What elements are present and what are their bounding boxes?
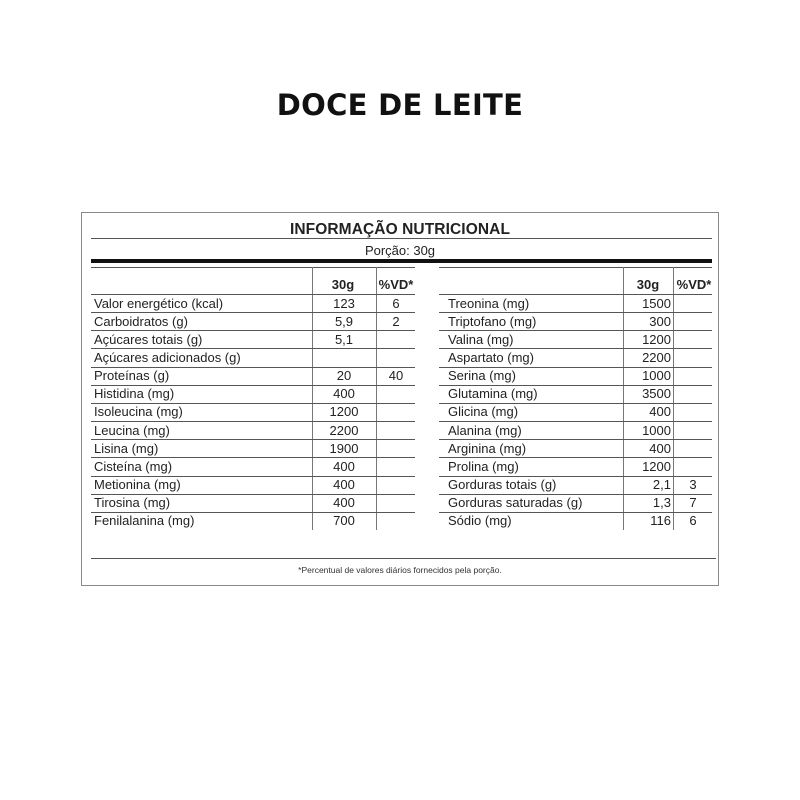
- nutrient-amount: 1000: [642, 368, 671, 384]
- nutrient-amount: 300: [649, 313, 671, 329]
- nutrient-name: Metionina (mg): [94, 477, 181, 492]
- nutrient-name: Gorduras saturadas (g): [448, 495, 583, 511]
- nutrient-name: Proteínas (g): [94, 368, 170, 384]
- nutrient-name: Gorduras totais (g): [448, 477, 557, 492]
- nutrient-vd: 6: [689, 513, 697, 529]
- nutrient-amount: 2,1: [652, 477, 671, 492]
- nutrient-vd: 7: [689, 495, 697, 511]
- nutrient-name: Triptofano (mg): [448, 313, 537, 329]
- right-amount-header: 30g: [636, 277, 660, 292]
- heading-divider: [91, 238, 712, 239]
- left-vd-header: %VD*: [378, 277, 414, 292]
- nutrient-vd: 3: [689, 477, 697, 492]
- nutrient-name: Prolina (mg): [448, 458, 519, 474]
- nutrient-amount: 1200: [642, 331, 671, 347]
- right-vd-header: %VD*: [676, 277, 712, 292]
- nutrient-name: Glicina (mg): [448, 404, 519, 420]
- nutrient-name: Alanina (mg): [448, 422, 522, 438]
- nutrient-amount: 2200: [642, 349, 671, 365]
- nutrient-amount: 116: [650, 513, 671, 529]
- right-table-top-rule: [439, 267, 712, 268]
- nutrient-amount: 1000: [642, 422, 671, 438]
- nutrient-name: Lisina (mg): [94, 440, 159, 456]
- portion-size: Porção: 30g: [364, 243, 436, 258]
- nutrient-name: Açúcares totais (g): [94, 331, 203, 347]
- nutrient-amount: 3500: [642, 386, 671, 402]
- nutrient-amount: 400: [333, 458, 355, 474]
- nutrient-name: Aspartato (mg): [448, 349, 534, 365]
- nutrient-name: Leucina (mg): [94, 422, 170, 438]
- nutrient-vd: 6: [392, 295, 400, 311]
- nutrient-name: Treonina (mg): [448, 295, 530, 311]
- nutrient-amount: 400: [649, 404, 671, 420]
- nutrient-amount: 400: [333, 495, 355, 511]
- nutrient-amount: 400: [649, 440, 671, 456]
- nutrient-amount: 1,3: [652, 495, 671, 511]
- nutrient-amount: 1200: [329, 404, 359, 420]
- nutrient-amount: 5,1: [334, 331, 354, 347]
- footer-divider: [91, 558, 716, 559]
- left-table-top-rule: [91, 267, 415, 268]
- nutrient-name: Sódio (mg): [448, 513, 512, 529]
- nutrient-name: Valina (mg): [448, 331, 514, 347]
- nutrient-amount: 2200: [329, 422, 359, 438]
- nutrient-name: Serina (mg): [448, 368, 516, 384]
- nutrient-name: Carboidratos (g): [94, 313, 188, 329]
- nutrient-amount: 20: [336, 368, 352, 384]
- nutrition-facts-panel: [81, 212, 719, 586]
- nutrient-name: Isoleucina (mg): [94, 404, 183, 420]
- nutrient-amount: 400: [333, 386, 355, 402]
- portion-divider: [91, 259, 712, 263]
- nutrient-name: Tirosina (mg): [94, 495, 171, 511]
- nutrient-name: Arginina (mg): [448, 440, 527, 456]
- nutrient-amount: 1200: [642, 458, 671, 474]
- left-amount-header: 30g: [331, 277, 355, 292]
- nutrient-name: Valor energético (kcal): [94, 295, 224, 311]
- nutrient-amount: 400: [333, 477, 355, 492]
- nutrient-name: Histidina (mg): [94, 386, 175, 402]
- nutrient-amount: 700: [333, 513, 355, 529]
- nutrient-amount: 5,9: [334, 313, 354, 329]
- nutrient-amount: 1900: [329, 440, 359, 456]
- panel-heading: INFORMAÇÃO NUTRICIONAL: [289, 221, 511, 238]
- nutrient-vd: 40: [388, 368, 404, 384]
- footnote: *Percentual de valores diários fornecidos pela porção.: [298, 565, 502, 575]
- nutrient-name: Cisteína (mg): [94, 458, 173, 474]
- nutrient-name: Glutamina (mg): [448, 386, 538, 402]
- nutrient-name: Fenilalanina (mg): [94, 513, 195, 529]
- nutrient-amount: 123: [333, 295, 355, 311]
- nutrient-name: Açúcares adicionados (g): [94, 349, 241, 365]
- product-title: DOCE DE LEITE: [276, 88, 524, 122]
- nutrient-vd: 2: [392, 313, 400, 329]
- nutrient-amount: 1500: [642, 295, 671, 311]
